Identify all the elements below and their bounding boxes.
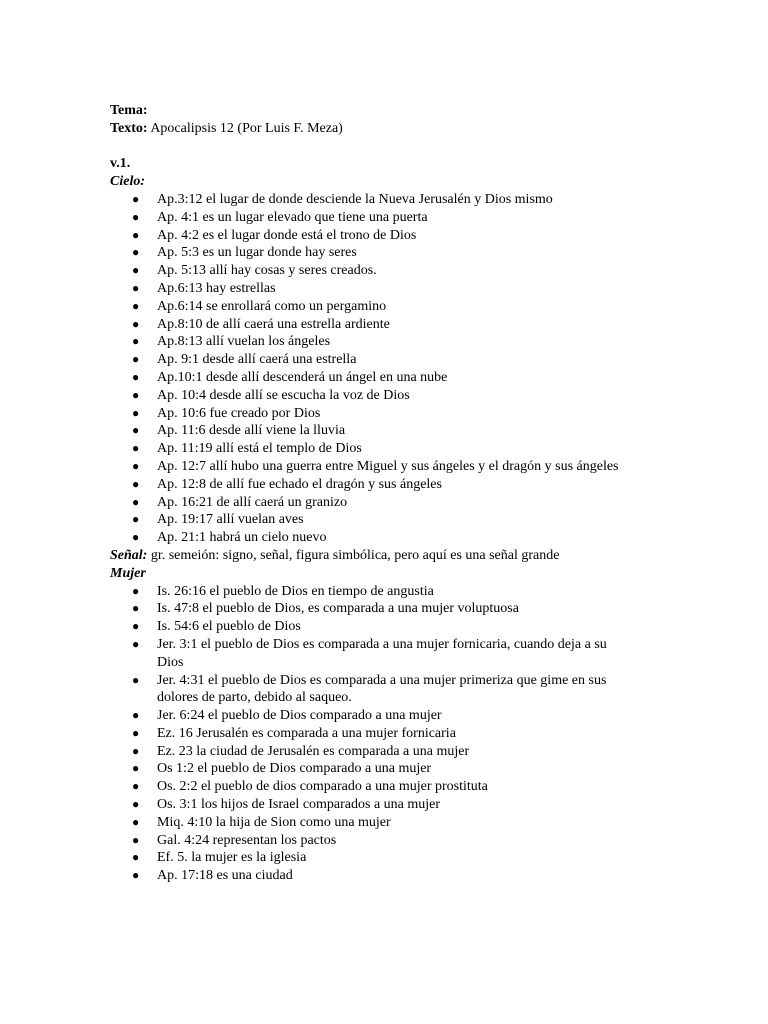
list-item-text: Ap.6:13 hay estrellas xyxy=(157,280,276,296)
list-item-text: Jer. 3:1 el pueblo de Dios es comparada a una mujer fornicaria, cuando deja a su Dios xyxy=(157,636,607,670)
list-item xyxy=(110,600,628,618)
list-item xyxy=(110,814,628,832)
bullet-dot-icon: ● xyxy=(132,530,140,545)
bullet-dot-icon: ● xyxy=(132,743,140,758)
list-item-text: Ap. 16:21 de allí caerá un granizo xyxy=(157,494,348,510)
list-item xyxy=(110,636,628,672)
bullet-dot-icon: ● xyxy=(132,619,140,634)
list-item-text: Ap. 19:17 allí vuelan aves xyxy=(157,512,304,528)
bullet-dot-icon: ● xyxy=(132,672,140,687)
list-item xyxy=(110,387,628,405)
bullet-dot-icon: ● xyxy=(132,387,140,402)
verse-label-text: v.1. xyxy=(110,156,131,172)
bullet-dot-icon: ● xyxy=(132,245,140,260)
bullet-dot-icon: ● xyxy=(132,761,140,776)
list-item xyxy=(110,583,628,601)
list-item xyxy=(110,832,628,850)
list-item-text: Ap.3:12 el lugar de donde desciende la Nueva Jerusalén y Dios mismo xyxy=(157,191,553,207)
list-item xyxy=(110,494,628,512)
list-item-text: Ef. 5. la mujer es la iglesia xyxy=(157,850,307,866)
bullet-dot-icon: ● xyxy=(132,352,140,367)
bullet-dot-icon: ● xyxy=(132,601,140,616)
bullet-dot-icon: ● xyxy=(132,298,140,313)
list-item xyxy=(110,280,628,298)
list-item xyxy=(110,778,628,796)
list-item xyxy=(110,316,628,334)
list-item xyxy=(110,707,628,725)
list-item xyxy=(110,618,628,636)
list-item xyxy=(110,760,628,778)
list-item xyxy=(110,672,628,708)
bullet-dot-icon: ● xyxy=(132,316,140,331)
list-item-text: Ap. 12:8 de allí fue echado el dragón y sus ángeles xyxy=(157,476,442,492)
list-item xyxy=(110,191,628,209)
bullet-dot-icon: ● xyxy=(132,263,140,278)
list-item-text: Ap. 10:6 fue creado por Dios xyxy=(157,405,321,421)
list-item-text: Ez. 16 Jerusalén es comparada a una mujer fornicaria xyxy=(157,725,456,741)
list-item xyxy=(110,458,628,476)
cielo-heading xyxy=(110,173,628,191)
senal-label: Señal: xyxy=(110,547,148,563)
list-item-text: Ap. 5:3 es un lugar donde hay seres xyxy=(157,245,357,261)
list-item-text: Ap. 11:19 allí está el templo de Dios xyxy=(157,441,362,457)
bullet-dot-icon: ● xyxy=(132,850,140,865)
list-item-text: Ap.6:14 se enrollará como un pergamino xyxy=(157,298,387,314)
list-item-text: Miq. 4:10 la hija de Sion como una mujer xyxy=(157,814,391,830)
list-item-text: Ap. 4:2 es el lugar donde está el trono de Dios xyxy=(157,227,417,243)
bullet-dot-icon: ● xyxy=(132,708,140,723)
list-item-text: Gal. 4:24 representan los pactos xyxy=(157,832,337,848)
list-item xyxy=(110,743,628,761)
bullet-dot-icon: ● xyxy=(132,832,140,847)
list-item-text: Ap.8:10 de allí caerá una estrella ardiente xyxy=(157,316,390,332)
bullet-dot-icon: ● xyxy=(132,191,140,206)
bullet-dot-icon: ● xyxy=(132,369,140,384)
bullet-dot-icon: ● xyxy=(132,209,140,224)
list-item-text: Os 1:2 el pueblo de Dios comparado a una mujer xyxy=(157,761,432,777)
list-item-text: Ap. 11:6 desde allí viene la lluvia xyxy=(157,423,346,439)
bullet-dot-icon: ● xyxy=(132,725,140,740)
list-item-text: Ap.8:13 allí vuelan los ángeles xyxy=(157,334,331,350)
bullet-dot-icon: ● xyxy=(132,423,140,438)
verse-label xyxy=(110,155,628,173)
bullet-dot-icon: ● xyxy=(132,227,140,242)
list-item xyxy=(110,262,628,280)
list-item xyxy=(110,511,628,529)
mujer-heading xyxy=(110,565,628,583)
bullet-dot-icon: ● xyxy=(132,797,140,812)
bullet-dot-icon: ● xyxy=(132,441,140,456)
list-item-text: Ap. 10:4 desde allí se escucha la voz de Dios xyxy=(157,387,410,403)
list-item xyxy=(110,422,628,440)
list-item-text: Ap. 12:7 allí hubo una guerra entre Miguel y sus ángeles y el dragón y sus ángeles xyxy=(157,458,619,474)
list-item-text: Ap. 17:18 es una ciudad xyxy=(157,868,293,884)
spacer xyxy=(110,138,628,156)
list-item xyxy=(110,529,628,547)
list-item-text: Ap.10:1 desde allí descenderá un ángel en una nube xyxy=(157,369,448,385)
list-item-text: Jer. 6:24 el pueblo de Dios comparado a una mujer xyxy=(157,708,442,724)
bullet-dot-icon: ● xyxy=(132,779,140,794)
bullet-dot-icon: ● xyxy=(132,280,140,295)
texto-line xyxy=(110,120,628,138)
list-item xyxy=(110,369,628,387)
cielo-heading-text: Cielo: xyxy=(110,174,145,190)
texto-label: Texto: xyxy=(110,120,148,136)
tema-line xyxy=(110,102,628,120)
list-item-text: Os. 2:2 el pueblo de dios comparado a una mujer prostituta xyxy=(157,779,488,795)
list-item xyxy=(110,244,628,262)
bullet-dot-icon: ● xyxy=(132,458,140,473)
mujer-heading-text: Mujer xyxy=(110,565,146,581)
list-item-text: Jer. 4:31 el pueblo de Dios es comparada a una mujer primeriza que gime en sus dolores de parto, debido al saqueo. xyxy=(157,672,607,706)
bullet-dot-icon: ● xyxy=(132,334,140,349)
list-item-text: Is. 26:16 el pueblo de Dios en tiempo de angustia xyxy=(157,583,434,599)
senal-line xyxy=(110,547,628,565)
bullet-dot-icon: ● xyxy=(132,583,140,598)
senal-text: gr. semeión: signo, señal, figura simbólica, pero aquí es una señal grande xyxy=(147,547,560,563)
list-item xyxy=(110,405,628,423)
list-item-text: Ap. 5:13 allí hay cosas y seres creados. xyxy=(157,263,377,279)
bullet-dot-icon: ● xyxy=(132,814,140,829)
bullet-dot-icon: ● xyxy=(132,494,140,509)
mujer-list xyxy=(110,583,628,886)
bullet-dot-icon: ● xyxy=(132,636,140,651)
list-item-text: Os. 3:1 los hijos de Israel comparados a una mujer xyxy=(157,797,441,813)
list-item xyxy=(110,476,628,494)
list-item xyxy=(110,351,628,369)
list-item xyxy=(110,796,628,814)
list-item xyxy=(110,849,628,867)
bullet-dot-icon: ● xyxy=(132,868,140,883)
list-item-text: Ap. 21:1 habrá un cielo nuevo xyxy=(157,530,327,546)
bullet-dot-icon: ● xyxy=(132,405,140,420)
list-item xyxy=(110,333,628,351)
list-item xyxy=(110,227,628,245)
list-item-text: Is. 54:6 el pueblo de Dios xyxy=(157,619,301,635)
list-item-text: Ez. 23 la ciudad de Jerusalén es comparada a una mujer xyxy=(157,743,470,759)
list-item xyxy=(110,867,628,885)
tema-label: Tema: xyxy=(110,103,148,118)
list-item-text: Ap. 4:1 es un lugar elevado que tiene una puerta xyxy=(157,209,428,225)
texto-value: Apocalipsis 12 (Por Luis F. Meza) xyxy=(147,120,343,136)
list-item xyxy=(110,209,628,227)
cielo-list xyxy=(110,191,628,547)
list-item xyxy=(110,440,628,458)
bullet-dot-icon: ● xyxy=(132,512,140,527)
bullet-dot-icon: ● xyxy=(132,476,140,491)
list-item-text: Is. 47:8 el pueblo de Dios, es comparada a una mujer voluptuosa xyxy=(157,601,519,617)
list-item xyxy=(110,725,628,743)
list-item xyxy=(110,298,628,316)
list-item-text: Ap. 9:1 desde allí caerá una estrella xyxy=(157,352,357,368)
